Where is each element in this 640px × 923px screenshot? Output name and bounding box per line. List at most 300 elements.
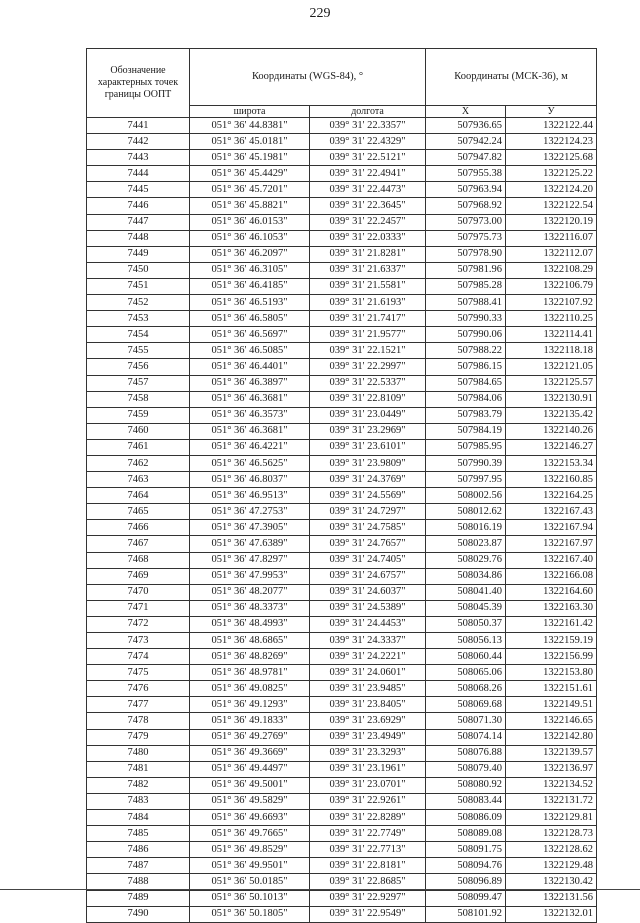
- point-number-cell: 7456: [87, 359, 190, 375]
- x-cell: 507988.41: [426, 295, 506, 311]
- latitude-cell: 051° 36' 47.6389": [190, 536, 310, 552]
- y-cell: 1322164.60: [506, 584, 597, 600]
- y-cell: 1322114.41: [506, 327, 597, 343]
- point-number-cell: 7459: [87, 407, 190, 423]
- x-cell: 507985.28: [426, 278, 506, 294]
- table-row: [87, 278, 597, 294]
- latitude-cell: 051° 36' 49.6693": [190, 810, 310, 826]
- table-row: [87, 616, 597, 632]
- x-cell: 508029.76: [426, 552, 506, 568]
- latitude-cell: 051° 36' 45.4429": [190, 166, 310, 182]
- latitude-cell: 051° 36' 49.9501": [190, 858, 310, 874]
- point-number-cell: 7477: [87, 697, 190, 713]
- point-number-cell: 7460: [87, 423, 190, 439]
- table-row: [87, 391, 597, 407]
- longitude-cell: 039° 31' 23.9809": [310, 455, 426, 471]
- longitude-cell: 039° 31' 24.0601": [310, 665, 426, 681]
- x-cell: 508096.89: [426, 874, 506, 890]
- table-row: [87, 906, 597, 922]
- table-row: [87, 295, 597, 311]
- table-row: [87, 584, 597, 600]
- y-cell: 1322146.65: [506, 713, 597, 729]
- y-cell: 1322151.61: [506, 681, 597, 697]
- table-row: [87, 230, 597, 246]
- latitude-cell: 051° 36' 45.0181": [190, 134, 310, 150]
- latitude-cell: 051° 36' 49.5001": [190, 777, 310, 793]
- table-row: [87, 745, 597, 761]
- table-row: [87, 327, 597, 343]
- table-row: [87, 681, 597, 697]
- table-row: [87, 713, 597, 729]
- latitude-cell: 051° 36' 46.3105": [190, 262, 310, 278]
- latitude-cell: 051° 36' 49.0825": [190, 681, 310, 697]
- point-number-cell: 7490: [87, 906, 190, 922]
- latitude-cell: 051° 36' 48.9781": [190, 665, 310, 681]
- point-number-cell: 7476: [87, 681, 190, 697]
- y-cell: 1322135.42: [506, 407, 597, 423]
- point-number-cell: 7444: [87, 166, 190, 182]
- point-number-cell: 7469: [87, 568, 190, 584]
- table-row: [87, 198, 597, 214]
- point-number-cell: 7489: [87, 890, 190, 906]
- latitude-cell: 051° 36' 46.9513": [190, 488, 310, 504]
- y-cell: 1322124.20: [506, 182, 597, 198]
- latitude-cell: 051° 36' 46.0153": [190, 214, 310, 230]
- longitude-cell: 039° 31' 24.7405": [310, 552, 426, 568]
- y-cell: 1322149.51: [506, 697, 597, 713]
- x-cell: 507978.90: [426, 246, 506, 262]
- longitude-cell: 039° 31' 23.9485": [310, 681, 426, 697]
- point-number-cell: 7443: [87, 150, 190, 166]
- y-cell: 1322159.19: [506, 633, 597, 649]
- table-row: [87, 665, 597, 681]
- longitude-cell: 039° 31' 24.3337": [310, 633, 426, 649]
- table-row: [87, 793, 597, 809]
- y-cell: 1322161.42: [506, 616, 597, 632]
- latitude-cell: 051° 36' 46.8037": [190, 472, 310, 488]
- longitude-cell: 039° 31' 23.0701": [310, 777, 426, 793]
- x-cell: 507947.82: [426, 150, 506, 166]
- longitude-cell: 039° 31' 23.4949": [310, 729, 426, 745]
- latitude-cell: 051° 36' 49.4497": [190, 761, 310, 777]
- y-cell: 1322118.18: [506, 343, 597, 359]
- x-cell: 507983.79: [426, 407, 506, 423]
- latitude-cell: 051° 36' 45.1981": [190, 150, 310, 166]
- point-number-cell: 7468: [87, 552, 190, 568]
- y-cell: 1322125.57: [506, 375, 597, 391]
- latitude-cell: 051° 36' 49.1833": [190, 713, 310, 729]
- longitude-cell: 039° 31' 24.5389": [310, 600, 426, 616]
- point-number-cell: 7483: [87, 793, 190, 809]
- x-cell: 508056.13: [426, 633, 506, 649]
- longitude-cell: 039° 31' 21.5581": [310, 278, 426, 294]
- table-row: [87, 134, 597, 150]
- y-cell: 1322129.48: [506, 858, 597, 874]
- point-number-cell: 7485: [87, 826, 190, 842]
- x-cell: 508091.75: [426, 842, 506, 858]
- table-row: [87, 423, 597, 439]
- x-cell: 507963.94: [426, 182, 506, 198]
- point-number-cell: 7452: [87, 295, 190, 311]
- x-cell: 507988.22: [426, 343, 506, 359]
- table-row: [87, 472, 597, 488]
- longitude-cell: 039° 31' 24.6037": [310, 584, 426, 600]
- point-number-cell: 7464: [87, 488, 190, 504]
- longitude-cell: 039° 31' 24.3769": [310, 472, 426, 488]
- y-cell: 1322167.97: [506, 536, 597, 552]
- point-number-cell: 7484: [87, 810, 190, 826]
- y-cell: 1322107.92: [506, 295, 597, 311]
- x-cell: 508071.30: [426, 713, 506, 729]
- page-number: 229: [309, 6, 331, 21]
- longitude-cell: 039° 31' 22.9297": [310, 890, 426, 906]
- latitude-cell: 051° 36' 45.7201": [190, 182, 310, 198]
- x-cell: 508065.06: [426, 665, 506, 681]
- point-number-cell: 7488: [87, 874, 190, 890]
- latitude-cell: 051° 36' 48.2077": [190, 584, 310, 600]
- y-cell: 1322112.07: [506, 246, 597, 262]
- longitude-cell: 039° 31' 24.7657": [310, 536, 426, 552]
- latitude-cell: 051° 36' 46.5085": [190, 343, 310, 359]
- longitude-cell: 039° 31' 22.4473": [310, 182, 426, 198]
- longitude-cell: 039° 31' 23.3293": [310, 745, 426, 761]
- latitude-cell: 051° 36' 48.8269": [190, 649, 310, 665]
- latitude-cell: 051° 36' 47.2753": [190, 504, 310, 520]
- x-cell: 508016.19: [426, 520, 506, 536]
- table-row: [87, 262, 597, 278]
- header-y: У: [506, 106, 597, 118]
- latitude-cell: 051° 36' 48.4993": [190, 616, 310, 632]
- y-cell: 1322106.79: [506, 278, 597, 294]
- table-row: [87, 118, 597, 134]
- point-number-cell: 7454: [87, 327, 190, 343]
- table-body: [87, 118, 597, 923]
- longitude-cell: 039° 31' 22.4941": [310, 166, 426, 182]
- x-cell: 507981.96: [426, 262, 506, 278]
- y-cell: 1322130.42: [506, 874, 597, 890]
- table-row: [87, 520, 597, 536]
- x-cell: 507936.65: [426, 118, 506, 134]
- x-cell: 508041.40: [426, 584, 506, 600]
- latitude-cell: 051° 36' 46.5625": [190, 455, 310, 471]
- x-cell: 507990.06: [426, 327, 506, 343]
- point-number-cell: 7486: [87, 842, 190, 858]
- longitude-cell: 039° 31' 22.1521": [310, 343, 426, 359]
- y-cell: 1322122.44: [506, 118, 597, 134]
- header-latitude: широта: [190, 106, 310, 118]
- longitude-cell: 039° 31' 24.5569": [310, 488, 426, 504]
- point-number-cell: 7446: [87, 198, 190, 214]
- latitude-cell: 051° 36' 46.3681": [190, 423, 310, 439]
- latitude-cell: 051° 36' 50.1805": [190, 906, 310, 922]
- x-cell: 507984.19: [426, 423, 506, 439]
- latitude-cell: 051° 36' 49.3669": [190, 745, 310, 761]
- x-cell: 507985.95: [426, 439, 506, 455]
- longitude-cell: 039° 31' 24.4453": [310, 616, 426, 632]
- point-number-cell: 7462: [87, 455, 190, 471]
- y-cell: 1322124.23: [506, 134, 597, 150]
- longitude-cell: 039° 31' 22.0333": [310, 230, 426, 246]
- x-cell: 507942.24: [426, 134, 506, 150]
- table-row: [87, 182, 597, 198]
- point-number-cell: 7470: [87, 584, 190, 600]
- y-cell: 1322153.80: [506, 665, 597, 681]
- table-row: [87, 246, 597, 262]
- longitude-cell: 039° 31' 22.7713": [310, 842, 426, 858]
- point-number-cell: 7475: [87, 665, 190, 681]
- y-cell: 1322108.29: [506, 262, 597, 278]
- latitude-cell: 051° 36' 46.3681": [190, 391, 310, 407]
- longitude-cell: 039° 31' 23.1961": [310, 761, 426, 777]
- y-cell: 1322139.57: [506, 745, 597, 761]
- point-number-cell: 7453: [87, 311, 190, 327]
- table-row: [87, 536, 597, 552]
- longitude-cell: 039° 31' 22.4329": [310, 134, 426, 150]
- x-cell: 508076.88: [426, 745, 506, 761]
- x-cell: 508069.68: [426, 697, 506, 713]
- y-cell: 1322120.19: [506, 214, 597, 230]
- x-cell: 507984.65: [426, 375, 506, 391]
- table-row: [87, 311, 597, 327]
- x-cell: 507955.38: [426, 166, 506, 182]
- latitude-cell: 051° 36' 47.9953": [190, 568, 310, 584]
- longitude-cell: 039° 31' 23.8405": [310, 697, 426, 713]
- longitude-cell: 039° 31' 22.8109": [310, 391, 426, 407]
- point-number-cell: 7450: [87, 262, 190, 278]
- latitude-cell: 051° 36' 46.4185": [190, 278, 310, 294]
- table-row: [87, 407, 597, 423]
- latitude-cell: 051° 36' 46.3897": [190, 375, 310, 391]
- x-cell: 508079.40: [426, 761, 506, 777]
- point-number-cell: 7480: [87, 745, 190, 761]
- y-cell: 1322160.85: [506, 472, 597, 488]
- y-cell: 1322130.91: [506, 391, 597, 407]
- longitude-cell: 039° 31' 23.6929": [310, 713, 426, 729]
- y-cell: 1322128.73: [506, 826, 597, 842]
- point-number-cell: 7447: [87, 214, 190, 230]
- header-point-designation: Обозначение характерных точек границы ООПТ: [87, 49, 190, 118]
- y-cell: 1322121.05: [506, 359, 597, 375]
- x-cell: 507984.06: [426, 391, 506, 407]
- longitude-cell: 039° 31' 22.5337": [310, 375, 426, 391]
- latitude-cell: 051° 36' 49.8529": [190, 842, 310, 858]
- latitude-cell: 051° 36' 49.2769": [190, 729, 310, 745]
- x-cell: 507990.39: [426, 455, 506, 471]
- y-cell: 1322125.22: [506, 166, 597, 182]
- table-row: [87, 166, 597, 182]
- longitude-cell: 039° 31' 21.7417": [310, 311, 426, 327]
- longitude-cell: 039° 31' 22.9261": [310, 793, 426, 809]
- x-cell: 508050.37: [426, 616, 506, 632]
- longitude-cell: 039° 31' 21.6337": [310, 262, 426, 278]
- table-row: [87, 568, 597, 584]
- latitude-cell: 051° 36' 46.4401": [190, 359, 310, 375]
- y-cell: 1322167.40: [506, 552, 597, 568]
- header-longitude: долгота: [310, 106, 426, 118]
- point-number-cell: 7455: [87, 343, 190, 359]
- point-number-cell: 7466: [87, 520, 190, 536]
- y-cell: 1322142.80: [506, 729, 597, 745]
- latitude-cell: 051° 36' 47.3905": [190, 520, 310, 536]
- latitude-cell: 051° 36' 50.0185": [190, 874, 310, 890]
- x-cell: 508083.44: [426, 793, 506, 809]
- latitude-cell: 051° 36' 49.7665": [190, 826, 310, 842]
- table-row: [87, 375, 597, 391]
- table-row: [87, 600, 597, 616]
- longitude-cell: 039° 31' 22.9549": [310, 906, 426, 922]
- header-wgs84-coordinates: Координаты (WGS-84), °: [190, 49, 426, 106]
- x-cell: 508101.92: [426, 906, 506, 922]
- latitude-cell: 051° 36' 46.4221": [190, 439, 310, 455]
- y-cell: 1322146.27: [506, 439, 597, 455]
- y-cell: 1322132.01: [506, 906, 597, 922]
- table-header-row: [87, 49, 597, 106]
- longitude-cell: 039° 31' 22.5121": [310, 150, 426, 166]
- latitude-cell: 051° 36' 46.5193": [190, 295, 310, 311]
- point-number-cell: 7473: [87, 633, 190, 649]
- y-cell: 1322116.07: [506, 230, 597, 246]
- y-cell: 1322131.72: [506, 793, 597, 809]
- longitude-cell: 039° 31' 23.2969": [310, 423, 426, 439]
- x-cell: 508045.39: [426, 600, 506, 616]
- footer-rule: [0, 889, 640, 890]
- point-number-cell: 7474: [87, 649, 190, 665]
- table-row: [87, 504, 597, 520]
- table-row: [87, 761, 597, 777]
- latitude-cell: 051° 36' 49.5829": [190, 793, 310, 809]
- latitude-cell: 051° 36' 46.5805": [190, 311, 310, 327]
- point-number-cell: 7467: [87, 536, 190, 552]
- x-cell: 508089.08: [426, 826, 506, 842]
- longitude-cell: 039° 31' 23.6101": [310, 439, 426, 455]
- x-cell: 507973.00: [426, 214, 506, 230]
- y-cell: 1322134.52: [506, 777, 597, 793]
- longitude-cell: 039° 31' 24.7297": [310, 504, 426, 520]
- point-number-cell: 7471: [87, 600, 190, 616]
- table-row: [87, 439, 597, 455]
- longitude-cell: 039° 31' 22.3357": [310, 118, 426, 134]
- y-cell: 1322128.62: [506, 842, 597, 858]
- longitude-cell: 039° 31' 22.8181": [310, 858, 426, 874]
- latitude-cell: 051° 36' 45.8821": [190, 198, 310, 214]
- x-cell: 507968.92: [426, 198, 506, 214]
- y-cell: 1322156.99: [506, 649, 597, 665]
- point-number-cell: 7461: [87, 439, 190, 455]
- point-number-cell: 7465: [87, 504, 190, 520]
- y-cell: 1322163.30: [506, 600, 597, 616]
- latitude-cell: 051° 36' 48.3373": [190, 600, 310, 616]
- table-row: [87, 488, 597, 504]
- table-row: [87, 777, 597, 793]
- point-number-cell: 7451: [87, 278, 190, 294]
- y-cell: 1322136.97: [506, 761, 597, 777]
- header-msk36-coordinates: Координаты (МСК-36), м: [426, 49, 597, 106]
- point-number-cell: 7457: [87, 375, 190, 391]
- table-row: [87, 858, 597, 874]
- longitude-cell: 039° 31' 21.8281": [310, 246, 426, 262]
- y-cell: 1322140.26: [506, 423, 597, 439]
- x-cell: 507990.33: [426, 311, 506, 327]
- table-row: [87, 649, 597, 665]
- longitude-cell: 039° 31' 22.3645": [310, 198, 426, 214]
- longitude-cell: 039° 31' 24.7585": [310, 520, 426, 536]
- latitude-cell: 051° 36' 46.2097": [190, 246, 310, 262]
- table-row: [87, 359, 597, 375]
- x-cell: 508099.47: [426, 890, 506, 906]
- latitude-cell: 051° 36' 48.6865": [190, 633, 310, 649]
- table-row: [87, 343, 597, 359]
- point-number-cell: 7445: [87, 182, 190, 198]
- x-cell: 508086.09: [426, 810, 506, 826]
- y-cell: 1322166.08: [506, 568, 597, 584]
- point-number-cell: 7478: [87, 713, 190, 729]
- x-cell: 507975.73: [426, 230, 506, 246]
- x-cell: 508074.14: [426, 729, 506, 745]
- y-cell: 1322167.94: [506, 520, 597, 536]
- x-cell: 508012.62: [426, 504, 506, 520]
- point-number-cell: 7458: [87, 391, 190, 407]
- table-row: [87, 697, 597, 713]
- longitude-cell: 039° 31' 21.6193": [310, 295, 426, 311]
- table-row: [87, 150, 597, 166]
- latitude-cell: 051° 36' 50.1013": [190, 890, 310, 906]
- coordinates-table: [86, 48, 597, 923]
- point-number-cell: 7448: [87, 230, 190, 246]
- y-cell: 1322122.54: [506, 198, 597, 214]
- longitude-cell: 039° 31' 24.2221": [310, 649, 426, 665]
- y-cell: 1322110.25: [506, 311, 597, 327]
- x-cell: 507997.95: [426, 472, 506, 488]
- latitude-cell: 051° 36' 47.8297": [190, 552, 310, 568]
- point-number-cell: 7441: [87, 118, 190, 134]
- table-row: [87, 552, 597, 568]
- y-cell: 1322164.25: [506, 488, 597, 504]
- x-cell: 508060.44: [426, 649, 506, 665]
- longitude-cell: 039° 31' 22.8685": [310, 874, 426, 890]
- x-cell: 508094.76: [426, 858, 506, 874]
- longitude-cell: 039° 31' 22.2457": [310, 214, 426, 230]
- latitude-cell: 051° 36' 44.8381": [190, 118, 310, 134]
- point-number-cell: 7481: [87, 761, 190, 777]
- longitude-cell: 039° 31' 22.8289": [310, 810, 426, 826]
- point-number-cell: 7449: [87, 246, 190, 262]
- y-cell: 1322125.68: [506, 150, 597, 166]
- table-row: [87, 633, 597, 649]
- longitude-cell: 039° 31' 21.9577": [310, 327, 426, 343]
- y-cell: 1322153.34: [506, 455, 597, 471]
- table-row: [87, 842, 597, 858]
- point-number-cell: 7442: [87, 134, 190, 150]
- point-number-cell: 7482: [87, 777, 190, 793]
- latitude-cell: 051° 36' 46.1053": [190, 230, 310, 246]
- x-cell: 508034.86: [426, 568, 506, 584]
- x-cell: 508023.87: [426, 536, 506, 552]
- table-row: [87, 214, 597, 230]
- table-row: [87, 810, 597, 826]
- y-cell: 1322131.56: [506, 890, 597, 906]
- header-x: X: [426, 106, 506, 118]
- point-number-cell: 7463: [87, 472, 190, 488]
- latitude-cell: 051° 36' 46.5697": [190, 327, 310, 343]
- point-number-cell: 7479: [87, 729, 190, 745]
- longitude-cell: 039° 31' 22.2997": [310, 359, 426, 375]
- x-cell: 508068.26: [426, 681, 506, 697]
- point-number-cell: 7487: [87, 858, 190, 874]
- table-row: [87, 874, 597, 890]
- latitude-cell: 051° 36' 49.1293": [190, 697, 310, 713]
- longitude-cell: 039° 31' 24.6757": [310, 568, 426, 584]
- y-cell: 1322167.43: [506, 504, 597, 520]
